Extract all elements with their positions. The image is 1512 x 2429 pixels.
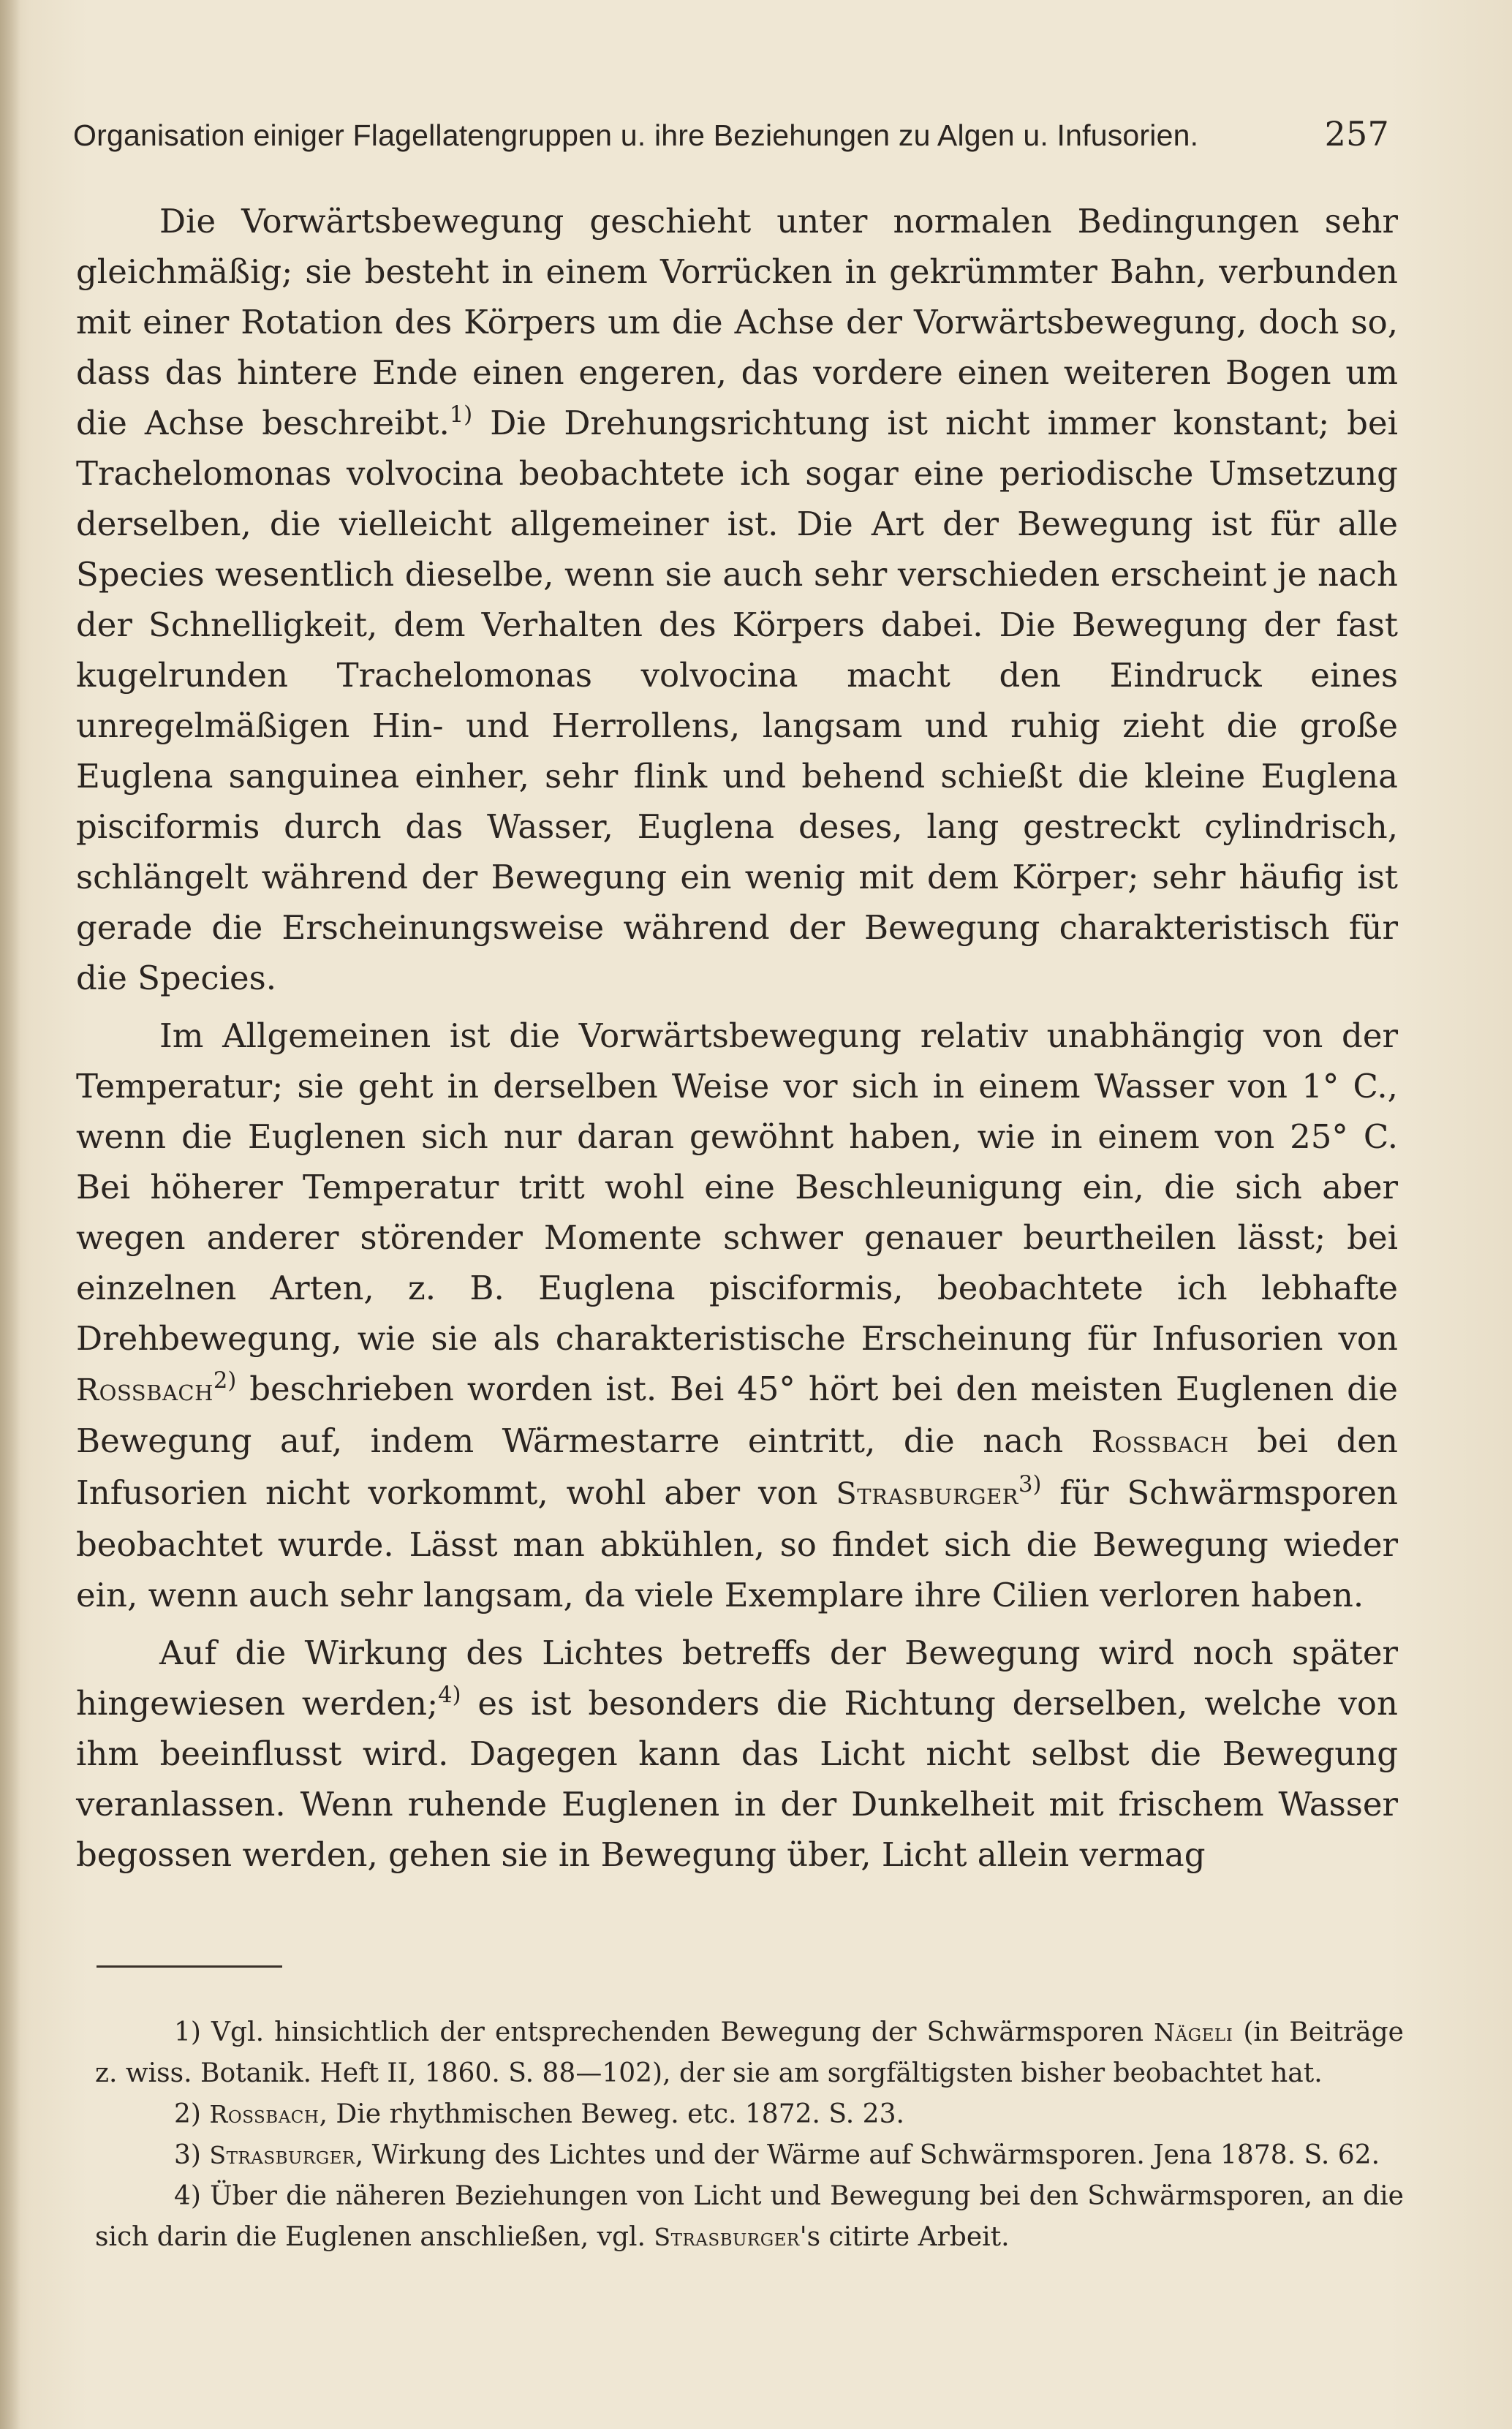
paragraph-2-text-b: beschrieben worden ist. Bei 45° hört bei den meisten Euglenen die Bewegung auf, indem Wärmestarre eintritt, die nach [76,1370,1398,1460]
footnote-3 [95,2135,1404,2176]
author-name-rossbach: Rossbach [76,1372,213,1408]
paragraph-3-text-b: es ist besonders die Richtung derselben, welche von ihm beeinflusst wird. Dagegen kann das Licht nicht selbst die Bewegung veranlassen. Wenn ruhende Euglenen in der Dunkelheit mit frischem Wasser begossen werden, gehen sie in Bewegung über, Licht allein vermag [76,1684,1398,1874]
footnote-2-author: Rossbach [209,2100,320,2128]
footnote-2-text: , Die rhythmischen Beweg. etc. 1872. S. 23. [319,2099,904,2129]
footnote-2 [95,2094,1404,2135]
running-header [73,114,1389,154]
page-number: 257 [1324,114,1389,154]
footnote-2-number: 2) [174,2099,201,2129]
footnote-1-author: Nägeli [1154,2018,1233,2047]
footnote-4 [95,2176,1404,2258]
author-name-rossbach-2: Rossbach [1091,1424,1229,1459]
paragraph-1-text-a: Die Vorwärtsbewegung geschieht unter normalen Bedingungen sehr gleichmäßig; sie besteht in einem Vorrücken in gekrümmter Bahn, verbunden mit einer Rotation des Körpers um die Achse der Vorwärtsbewegung, doch so, dass das hintere Ende einen engeren, das vordere einen weiteren Bogen um die Achse beschreibt. [76,202,1398,442]
page-gutter-shadow [0,0,20,2429]
footnote-3-author: Strasburger [209,2141,355,2169]
footnotes [95,2012,1404,2258]
footnote-3-text: , Wirkung des Lichtes und der Wärme auf Schwärmsporen. Jena 1878. S. 62. [355,2140,1380,2170]
paragraph-2 [76,1010,1398,1620]
footnote-ref-4[interactable]: 4) [438,1682,461,1709]
footnote-1-text-a: Vgl. hinsichtlich der entsprechenden Bewegung der Schwärmsporen [200,2017,1154,2047]
paragraph-3 [76,1628,1398,1880]
footnote-ref-1[interactable]: 1) [449,402,473,428]
footnote-ref-2[interactable]: 2) [213,1368,237,1394]
footnote-1-number: 1) [174,2017,201,2047]
paragraph-2-text-d: für Schwärmsporen beobachtet wurde. Lässt man abkühlen, so findet sich die Bewegung wieder ein, wenn auch sehr langsam, da viele Exemplare ihre Cilien verloren haben. [76,1473,1398,1614]
footnote-1-text-b: (in Beiträge z. wiss. Botanik. Heft II, 1860. S. 88—102), der sie am sorgfältigsten bisher beobachtet hat. [95,2017,1404,2088]
footnote-1 [95,2012,1404,2094]
author-name-strasburger: Strasburger [836,1476,1019,1511]
running-title: Organisation einiger Flagellatengruppen u. ihre Beziehungen zu Algen u. Infusorien. [73,118,1199,152]
footnote-ref-3[interactable]: 3) [1018,1472,1042,1498]
paragraph-2-text-c: bei den Infusorien nicht vorkommt, wohl aber von [76,1421,1398,1512]
footnote-separator [97,1965,282,1968]
footnote-4-number: 4) [174,2181,201,2211]
footnote-4-author: Strasburger [654,2223,800,2251]
paragraph-1-text-b: Die Drehungsrichtung ist nicht immer konstant; bei Trachelomonas volvocina beobachtete ich sogar eine periodische Umsetzung derselben, die vielleicht allgemeiner ist. Die Art der Bewegung ist für alle Species wesentlich dieselbe, wenn sie auch sehr verschieden erscheint je nach der Schnelligkeit, dem Verhalten des Körpers dabei. Die Bewegung der fast kugelrunden Trachelomonas volvocina macht den Eindruck eines unregelmäßigen Hin- und Herrollens, langsam und ruhig zieht die große Euglena sanguinea einher, sehr flink und behend schießt die kleine Euglena pisciformis durch das Wasser, Euglena deses, lang gestreckt cylindrisch, schlängelt während der Bewegung ein wenig mit dem Körper; sehr häufig ist gerade die Erscheinungsweise während der Bewegung charakteristisch für die Species. [76,404,1398,997]
main-text [76,196,1398,1887]
footnote-4-text-b: 's citirte Arbeit. [799,2222,1010,2252]
footnote-4-text-a: Über die näheren Beziehungen von Licht und Bewegung bei den Schwärmsporen, an die sich darin die Euglenen anschließen, vgl. [95,2181,1404,2252]
footnote-3-number: 3) [174,2140,201,2170]
paragraph-1 [76,196,1398,1003]
paragraph-2-text-a: Im Allgemeinen ist die Vorwärtsbewegung relativ unabhängig von der Temperatur; sie geht in derselben Weise vor sich in einem Wasser von 1° C., wenn die Euglenen sich nur daran gewöhnt haben, wie in einem von 25° C. Bei höherer Temperatur tritt wohl eine Beschleunigung ein, die sich aber wegen anderer störender Momente schwer genauer beurtheilen lässt; bei einzelnen Arten, z. B. Euglena pisciformis, beobachtete ich lebhafte Drehbewegung, wie sie als charakteristische Erscheinung für Infusorien von [76,1016,1398,1358]
paragraph-3-text-a: Auf die Wirkung des Lichtes betreffs der Bewegung wird noch später hingewiesen werden; [76,1633,1398,1723]
